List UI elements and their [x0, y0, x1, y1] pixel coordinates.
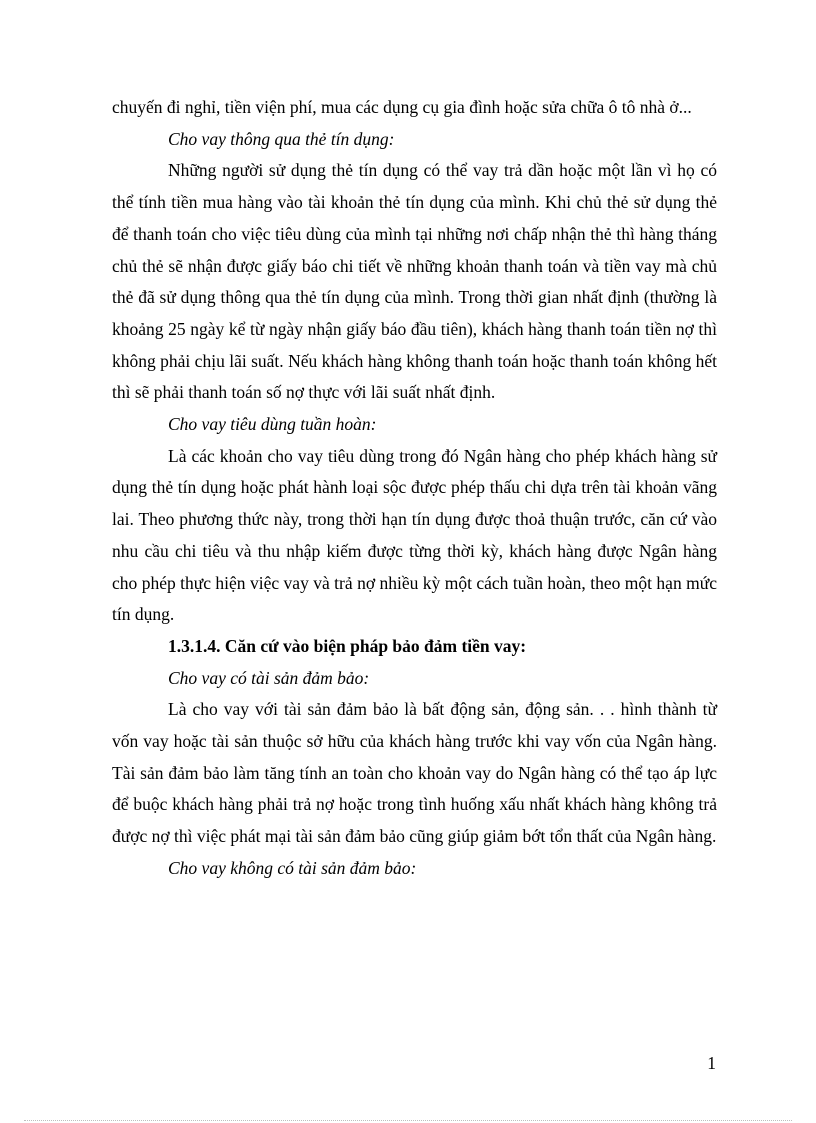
page-number: 1 [707, 1053, 716, 1073]
paragraph-credit-card: Những người sử dụng thẻ tín dụng có thể vay trả dần hoặc một lần vì họ có thể tính tiền mua hàng vào tài khoản thẻ tín dụng của mình. Khi chủ thẻ sử dụng thẻ để thanh toán cho việc tiêu dùng của mình tại những nơi chấp nhận thẻ thì hàng tháng chủ thẻ sẽ nhận được giấy báo chi tiết về những khoản thanh toán và tiền vay mà chủ thẻ đã sử dụng thông qua thẻ tín dụng của mình. Trong thời gian nhất định (thường là khoảng 25 ngày kể từ ngày nhận giấy báo đầu tiên), khách hàng thanh toán tiền nợ thì không phải chịu lãi suất. Nếu khách hàng không thanh toán hoặc thanh toán không hết thì sẽ phải thanh toán số nợ thực với lãi suất nhất định. [112, 160, 717, 403]
section-heading: 1.3.1.4. Căn cứ vào biện pháp bảo đảm tiền vay: [168, 635, 527, 656]
page-content [112, 92, 717, 885]
paragraph-revolving: Là các khoản cho vay tiêu dùng trong đó Ngân hàng cho phép khách hàng sử dụng thẻ tín dụng hoặc phát hành loại sộc được phép thấu chi dựa trên tài khoản vãng lai. Theo phương thức này, trong thời hạn tín dụng được thoả thuận trước, căn cứ vào nhu cầu chi tiêu và thu nhập kiếm được từng thời kỳ, khách hàng được Ngân hàng cho phép thực hiện việc vay và trả nợ nhiều kỳ một cách tuần hoàn, theo một hạn mức tín dụng. [112, 445, 717, 625]
subheading-revolving-loan: Cho vay tiêu dùng tuần hoàn: [168, 414, 377, 435]
subheading-unsecured-loan: Cho vay không có tài sản đảm bảo: [168, 857, 417, 878]
subheading-credit-card-loan: Cho vay thông qua thẻ tín dụng: [168, 128, 395, 149]
paragraph-continuation: chuyến đi nghỉ, tiền viện phí, mua các dụng cụ gia đình hoặc sửa chữa ô tô nhà ở... [112, 97, 692, 117]
page-border-divider [24, 1120, 792, 1121]
subheading-secured-loan: Cho vay có tài sản đảm bảo: [168, 667, 370, 688]
paragraph-secured: Là cho vay với tài sản đảm bảo là bất động sản, động sản. . . hình thành từ vốn vay hoặc tài sản thuộc sở hữu của khách hàng trước khi vay vốn của Ngân hàng. Tài sản đảm bảo làm tăng tính an toàn cho khoản vay do Ngân hàng có thể tạo áp lực để buộc khách hàng phải trả nợ hoặc trong tình huống xấu nhất khách hàng không trả được nợ thì việc phát mại tài sản đảm bảo cũng giúp giảm bớt tổn thất của Ngân hàng. [112, 699, 717, 847]
